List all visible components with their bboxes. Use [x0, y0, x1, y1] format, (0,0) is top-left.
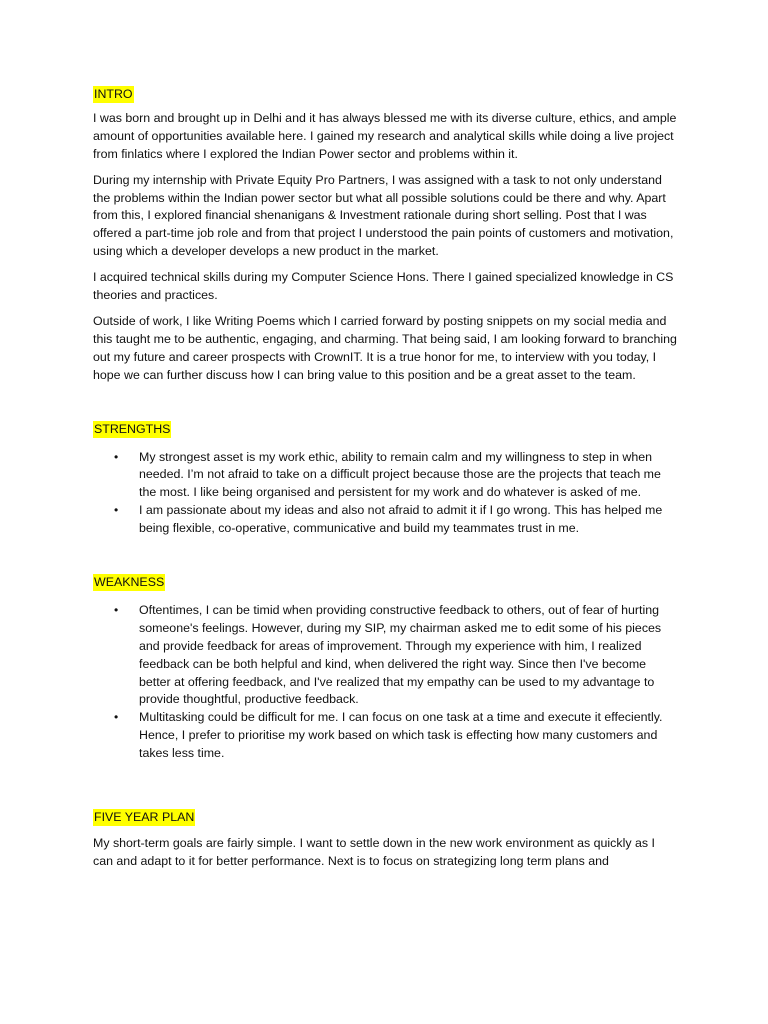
five-year-plan-heading-wrap [93, 809, 677, 827]
weakness-heading-wrap [93, 574, 677, 592]
intro-paragraph-3: I acquired technical skills during my Computer Science Hons. There I gained specialized knowledge in CS theories and practices. [93, 270, 674, 303]
five-year-plan-paragraph-1: My short-term goals are fairly simple. I want to settle down in the new work environment as quickly as I can and adapt to it for better performance. Next is to focus on strategizing long term plans and [93, 836, 655, 868]
intro-paragraph-2: During my internship with Private Equity Pro Partners, I was assigned with a task to not only understand the problems within the Indian power sector but what all possible solutions could be there and why. Apart from this, I explored financial shenanigans & Investment rationale during short selling. Post that I was offered a part-time job role and from that project I understood the pain points of customers and motivation, using which a developer develops a new product in the market. [93, 172, 674, 259]
list-item [93, 709, 677, 763]
bullet-icon: • [114, 602, 119, 617]
weakness-heading: WEAKNESS [94, 575, 165, 590]
intro-paragraph-1: I was born and brought up in Delhi and it has always blessed me with its diverse culture, ethics, and ample amount of opportunities available here. I gained my research and analytical skills while doing a live project from finlatics where I explored the Indian Power sector and problems within it. [93, 110, 677, 161]
weakness-item-text-2: Multitasking could be difficult for me. I can focus on one task at a time and execute it effeciently. Hence, I prefer to prioritise my work based on which task is effecting how many customers and takes less time. [139, 710, 663, 761]
strengths-heading: STRENGTHS [94, 421, 171, 436]
document-page [93, 86, 677, 871]
weakness-item-text-1: Oftentimes, I can be timid when providing constructive feedback to others, out of fear of hurting someone's feelings. However, during my SIP, my chairman asked me to edit some of his pieces and provide feedback for areas of improvement. Through my experience with him, I realized feedback can be both helpful and kind, when delivered the right way. Since then I've become better at offering feedback, and I've realized that my empathy can be used to my advantage to provide thoughtful, productive feedback. [139, 602, 662, 707]
strengths-list [93, 449, 677, 539]
list-item [93, 449, 677, 503]
bullet-icon: • [114, 503, 119, 518]
strength-item-text-1: My strongest asset is my work ethic, ability to remain calm and my willingness to step in when needed. I’m not afraid to take on a difficult project because those are the projects that teach me the most. I like being organised and persistent for my work and do whatever is asked of me. [139, 449, 661, 500]
intro-heading-wrap [93, 86, 677, 104]
bullet-icon: • [114, 710, 119, 725]
intro-heading: INTRO [94, 87, 133, 101]
bullet-icon: • [114, 449, 119, 464]
strengths-heading-wrap [93, 421, 677, 439]
intro-paragraph-4: Outside of work, I like Writing Poems which I carried forward by posting snippets on my social media and this taught me to be authentic, engaging, and charming. That being said, I am looking forward to branching out my future and career prospects with CrownIT. It is a true honor for me, to interview with you today, I hope we can further discuss how I can bring value to this position and be a great asset to the team. [93, 313, 677, 382]
five-year-plan-heading: FIVE YEAR PLAN [94, 810, 195, 825]
weakness-list [93, 602, 677, 763]
strength-item-text-2: I am passionate about my ideas and also not afraid to admit it if I go wrong. This has helped me being flexible, co-operative, communicative and build my teammates trust in me. [139, 503, 663, 536]
list-item [93, 602, 677, 709]
list-item [93, 502, 677, 538]
